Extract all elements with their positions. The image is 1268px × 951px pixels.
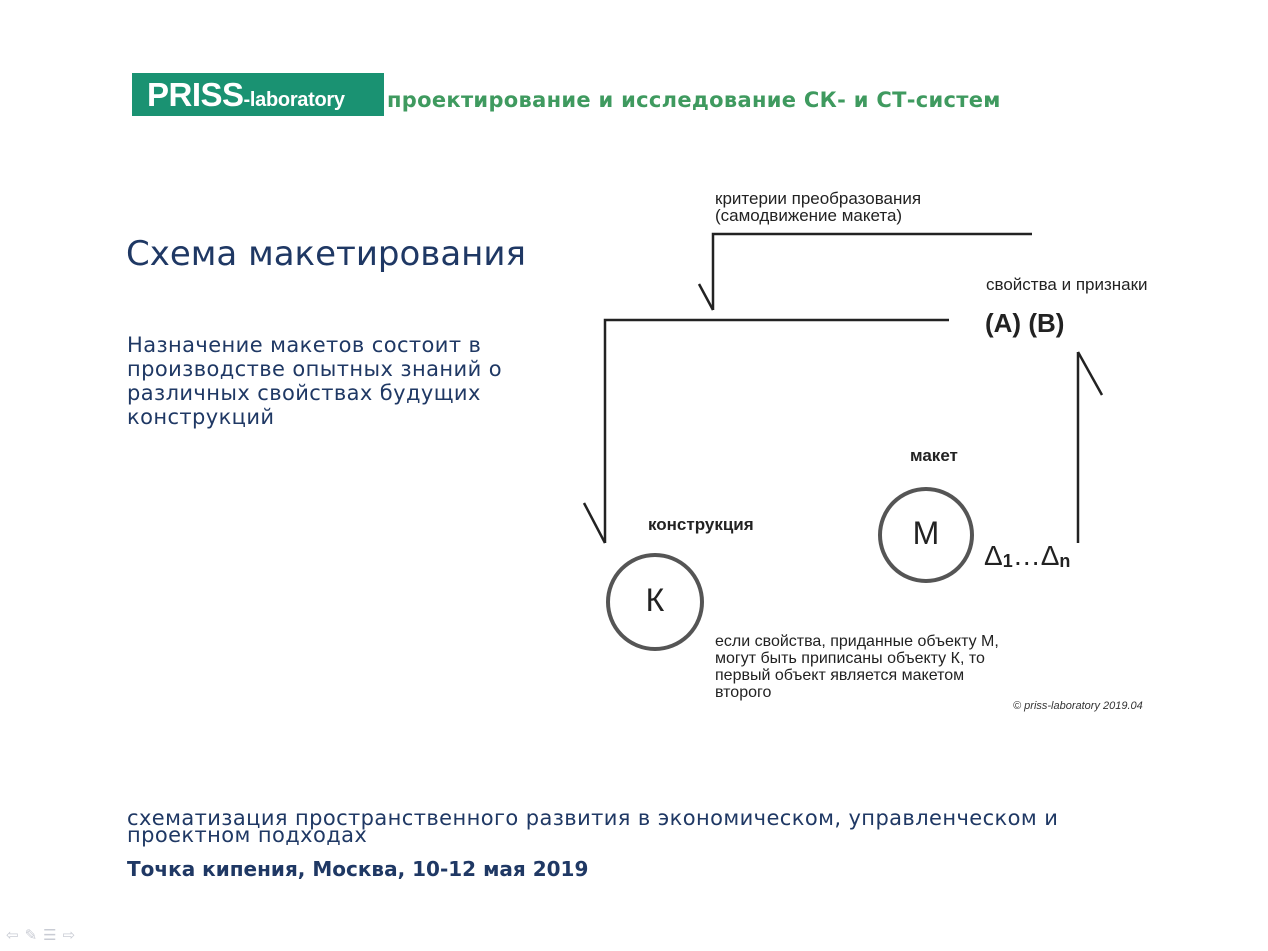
forward-arrow-icon[interactable]: ⇨ — [62, 926, 82, 944]
footer-event-text: Точка кипения, Москва, 10-12 мая 2019 — [127, 857, 589, 881]
circle-m-letter: M — [912, 515, 940, 551]
main-flow-line — [605, 320, 949, 543]
delta-1-sub: 1 — [1002, 551, 1013, 571]
pen-icon[interactable]: ✎ — [24, 926, 44, 944]
delta-n-sub: n — [1059, 551, 1071, 571]
logo-sub-text: -laboratory — [243, 89, 345, 111]
delta-label — [984, 540, 1070, 572]
condition-line: могут быть приписаны объекту К, то — [715, 650, 985, 667]
slide-navbar — [6, 926, 81, 944]
construction-label: конструкция — [648, 515, 754, 534]
criteria-arrowhead — [699, 284, 713, 310]
condition-text — [715, 633, 999, 701]
return-arrowhead — [1078, 352, 1102, 395]
menu-icon[interactable]: ☰ — [43, 926, 63, 944]
circle-k-letter: К — [645, 582, 665, 618]
criteria-label — [715, 190, 921, 224]
construction-arrowhead — [584, 503, 605, 543]
condition-line: второго — [715, 684, 772, 701]
delta-n: Δ — [1040, 540, 1060, 571]
condition-line: если свойства, приданные объекту М, — [715, 633, 999, 650]
ab-label: (A) (B) — [985, 308, 1065, 338]
delta-dots: … — [1012, 540, 1041, 571]
criteria-bracket-line — [713, 234, 1032, 310]
properties-label: свойства и признаки — [986, 275, 1148, 294]
logo-main-text: PRISS — [147, 76, 244, 113]
footer-main-text: схематизация пространственного развития в экономическом, управленческом и проектном подходах — [127, 806, 1059, 847]
slide-title: Схема макетирования — [126, 234, 526, 274]
copyright: © priss-laboratory 2019.04 — [1013, 700, 1143, 712]
delta-1: Δ — [984, 540, 1003, 571]
criteria-line-2: (самодвижение макета) — [715, 206, 903, 225]
back-arrow-icon[interactable]: ⇦ — [6, 926, 25, 944]
maket-label: макет — [910, 446, 958, 465]
intro-text: Назначение макетов состоит в производстве опытных знаний о различных свойствах будущих конструкций — [127, 333, 502, 429]
header-tagline: проектирование и исследование СК- и СТ-систем — [387, 88, 1001, 112]
condition-line: первый объект является макетом — [715, 667, 965, 684]
criteria-line-1: критерии преобразования — [715, 189, 922, 208]
